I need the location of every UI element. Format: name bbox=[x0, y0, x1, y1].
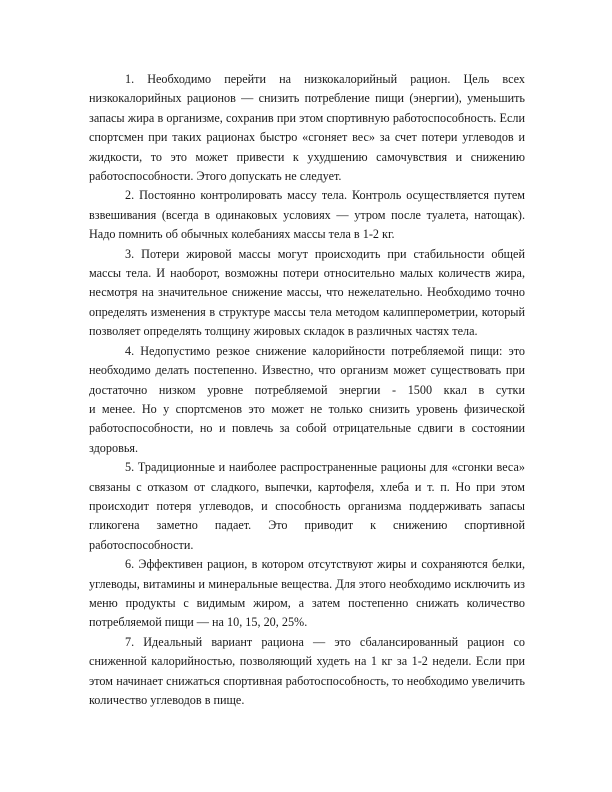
paragraph-6: 6. Эффективен рацион, в котором отсутствуют жиры и сохраняются белки, углеводы, витамины и минеральные вещества. Для этого необходимо исключить из меню продукты с видимым жиром, а затем постепенно снижать количество потребляемой пищи — на 10, 15, 20, 25%. bbox=[89, 557, 525, 630]
paragraph-4: 4. Недопустимо резкое снижение калорийности потребляемой пищи: это необходимо делать постепенно. Известно, что организм может существовать при достаточно низком уровне потребляемой энергии - 1500 ккал в сутки bbox=[89, 343, 525, 397]
paragraph-7: 7. Идеальный вариант рациона — это сбалансированный рацион со сниженной калорийностью, позволяющий худеть на 1 кг за 1-2 недели. Если при этом начинает снижаться спортивная работоспособность, то необходимо увеличить количество углеводов в пище. bbox=[89, 634, 525, 707]
paragraph-3: 3. Потери жировой массы могут происходить при стабильности общей массы тела. И наоборот, возможны потери относительно малых количеств жира, несмотря на значительное снижение массы, что нежелательно. Необходимо точно определять изменения в структуре массы тела методом калипперометрии, который позволяет определять толщину жировых складок в различных частях тела. bbox=[89, 246, 525, 339]
paragraph-5: 5. Традиционные и наиболее распространенные рационы для «сгонки веса» связаны с отказом от сладкого, выпечки, картофеля, хлеба и т. п. Но при этом происходит потеря углеводов, и способность организма поддерживать запасы гликогена заметно падает. Это приводит к снижению спортивной работоспособности. bbox=[89, 460, 525, 552]
paragraph-1: 1. Необходимо перейти на низкокалорийный рацион. Цель всех низкокалорийных рационов — снизить потребление пищи (энергии), уменьшить запасы жира в организме, сохранив при этом спортивную работоспособность. Если спортсмен при таких рационах быстро «сгоняет вес» за счет потери углеводов и жидкости, то это может привести к ухудшению самочувствия и снижению работоспособности. Этого допускать не следует. bbox=[89, 72, 525, 184]
paragraph-4-continuation: и менее. Но у спортсменов это может не только снизить уровень физической работоспособности, но и повлечь за собой отрицательные сдвиги в состоянии здоровья. bbox=[89, 401, 525, 455]
document-page bbox=[89, 70, 525, 710]
paragraph-2: 2. Постоянно контролировать массу тела. Контроль осуществляется путем взвешивания (всегда в одинаковых условиях — утром после туалета, натощак). Надо помнить об обычных колебаниях массы тела в 1-2 кг. bbox=[89, 188, 525, 242]
